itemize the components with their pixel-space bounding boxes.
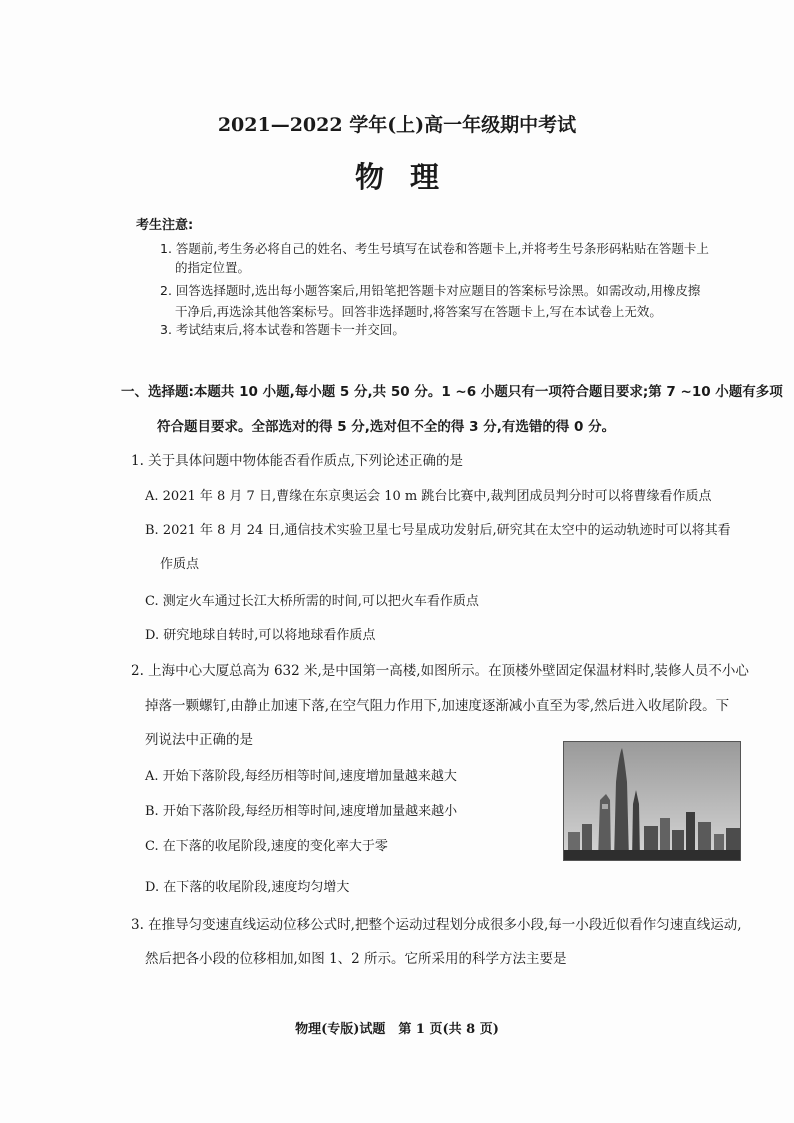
q1-option-b-cont: 作质点 xyxy=(160,557,200,572)
notice-item-3: 3. 考试结束后,将本试卷和答题卡一并交回。 xyxy=(160,322,405,337)
page-footer: 物理(专版)试题 第 1 页(共 8 页) xyxy=(295,1022,499,1037)
notice-title: 考生注意: xyxy=(136,218,194,233)
notice-item-1-cont: 的指定位置。 xyxy=(175,260,251,275)
q2-stem-cont-1: 掉落一颗螺钉,由静止加速下落,在空气阻力作用下,加速度逐渐减小直至为零,然后进入收尾阶段。下 xyxy=(145,698,730,714)
notice-item-2: 2. 回答选择题时,选出每小题答案后,用铅笔把答题卡对应题目的答案标号涂黑。如需改动,用橡皮擦 xyxy=(160,283,701,298)
q2-option-a: A. 开始下落阶段,每经历相等时间,速度增加量越来越大 xyxy=(145,769,457,784)
exam-title: 2021—2022 学年(上)高一年级期中考试 xyxy=(217,114,577,136)
notice-item-2-cont: 干净后,再选涂其他答案标号。回答非选择题时,将答案写在答题卡上,写在本试卷上无效。 xyxy=(175,304,662,319)
subject-title: 物理 xyxy=(354,160,465,194)
shanghai-skyline-photo xyxy=(563,741,741,861)
q1-stem: 1. 关于具体问题中物体能否看作质点,下列论述正确的是 xyxy=(131,453,463,469)
q1-option-c: C. 测定火车通过长江大桥所需的时间,可以把火车看作质点 xyxy=(145,594,479,609)
section1-instructions-cont: 符合题目要求。全部选对的得 5 分,选对但不全的得 3 分,有选错的得 0 分。 xyxy=(157,419,616,435)
q3-stem-cont: 然后把各小段的位移相加,如图 1、2 所示。它所采用的科学方法主要是 xyxy=(145,951,567,967)
q1-option-b: B. 2021 年 8 月 24 日,通信技术实验卫星七号星成功发射后,研究其在太空中的运动轨迹时可以将其看 xyxy=(145,523,731,538)
q2-stem-cont-2: 列说法中正确的是 xyxy=(145,732,253,748)
q2-stem: 2. 上海中心大厦总高为 632 米,是中国第一高楼,如图所示。在顶楼外壁固定保温材料时,装修人员不小心 xyxy=(131,663,749,679)
q2-option-b: B. 开始下落阶段,每经历相等时间,速度增加量越来越小 xyxy=(145,804,458,819)
q2-option-d: D. 在下落的收尾阶段,速度均匀增大 xyxy=(145,880,350,895)
q3-stem: 3. 在推导匀变速直线运动位移公式时,把整个运动过程划分成很多小段,每一小段近似看作匀速直线运动, xyxy=(131,917,742,933)
q1-option-a: A. 2021 年 8 月 7 日,曹缘在东京奥运会 10 m 跳台比赛中,裁判团成员判分时可以将曹缘看作质点 xyxy=(145,489,712,504)
section1-instructions: 一、选择题:本题共 10 小题,每小题 5 分,共 50 分。1 ~6 小题只有一项符合题目要求;第 7 ~10 小题有多项 xyxy=(121,384,783,400)
skyline-image xyxy=(564,742,740,860)
q2-option-c: C. 在下落的收尾阶段,速度的变化率大于零 xyxy=(145,839,388,854)
q1-option-d: D. 研究地球自转时,可以将地球看作质点 xyxy=(145,628,376,643)
notice-item-1: 1. 答题前,考生务必将自己的姓名、考生号填写在试卷和答题卡上,并将考生号条形码粘贴在答题卡上 xyxy=(160,241,709,256)
